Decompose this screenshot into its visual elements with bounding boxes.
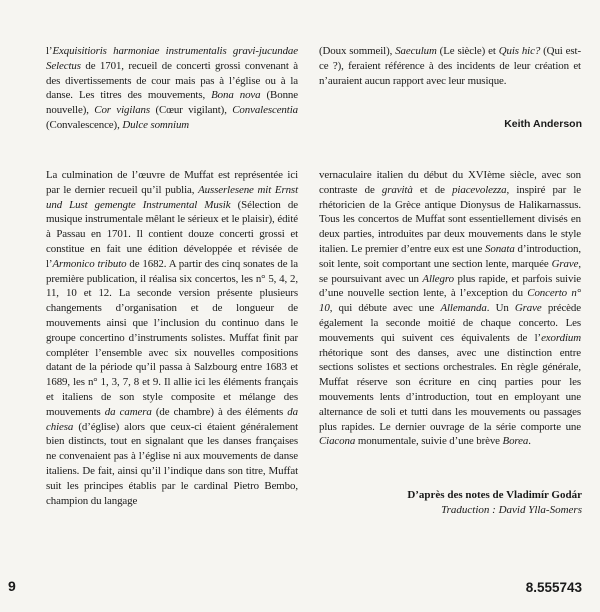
- bottom-left-paragraph-run-1: Ausserlesene mit Ernst und Lust gemengte Instrumental Musik: [46, 183, 298, 211]
- bottom-right-paragraph-run-20: monumentale, suivie d’une brève: [355, 435, 503, 448]
- top-right-column: [319, 44, 581, 88]
- credits: [407, 488, 582, 518]
- main-paragraph-part1: [46, 168, 298, 508]
- top-left-column: [46, 44, 298, 133]
- bottom-left-paragraph-run-5: da camera: [104, 405, 152, 418]
- bottom-right-paragraph-run-7: Grave: [551, 257, 579, 270]
- bottom-right-paragraph-run-17: exordium: [541, 331, 581, 344]
- bottom-left-column: [46, 168, 298, 508]
- main-paragraph-part2: [319, 168, 581, 449]
- notes-author: D’après des notes de Vladimír Godár: [407, 489, 582, 501]
- top-left-paragraph-run-0: l’: [46, 45, 53, 57]
- bottom-right-paragraph-run-10: plus rapide, et parfois suivie d’une nouvelle section lente, à l’exception du: [319, 272, 581, 300]
- intro-paragraph-part2: [319, 44, 581, 88]
- bottom-left-paragraph-run-3: Armonico tributo: [52, 257, 127, 270]
- top-right-paragraph-run-1: Saeculum: [395, 45, 437, 57]
- top-left-paragraph-run-5: Cor vigilans: [94, 104, 151, 117]
- bottom-right-paragraph-run-1: gravità: [381, 183, 413, 196]
- top-left-paragraph-run-3: Bona nova: [211, 89, 261, 102]
- intro-paragraph-part1: [46, 44, 298, 133]
- bottom-right-paragraph-run-15: Grave: [514, 302, 542, 315]
- top-left-paragraph-run-6: (Cœur vigilant),: [150, 104, 233, 117]
- bottom-right-paragraph-run-16: précède également la seconde moitié de chaque concerto. Les mouvements qui suivent ces équivalents de l’: [319, 302, 581, 344]
- bottom-left-paragraph-run-2: (Sélection de musique instrumentale mêlant le sérieux et le plaisir), édité à Passau en 1701. Il contient douze concerti grossi et constitue en fait une édition développée et révisée de l’: [46, 198, 298, 270]
- bottom-right-paragraph-run-2: et de: [412, 183, 453, 196]
- bottom-left-paragraph-run-6: (de chambre) à des éléments: [151, 405, 288, 418]
- top-left-paragraph-run-4: (Bonne nouvelle),: [46, 89, 298, 117]
- bottom-right-paragraph-run-19: Ciacona: [319, 435, 356, 448]
- bottom-left-paragraph-run-8: (d’église) alors que ceux-ci étaient généralement bien distincts, tout en signalant que les danses françaises ne convenaient pas à l’église ni aux mouvements de danse italiens. De fait, ainsi qu’il l’indique dans son titre, Muffat suit les principes établis par le cardinal Pietro Bembo, champion du langage: [46, 420, 298, 507]
- top-left-paragraph-run-9: Dulce somnium: [122, 118, 190, 131]
- bottom-right-paragraph-run-13: Allemanda: [440, 302, 487, 315]
- page-number: 9: [8, 578, 16, 594]
- top-right-paragraph-run-4: (Qui est-ce ?), feraient référence à des incidents de leur création et n’auraient aucun rapport avec leur musique.: [319, 45, 581, 87]
- bottom-right-paragraph-run-3: piacevolezza: [452, 183, 507, 196]
- bottom-left-paragraph-run-0: La culmination de l’œuvre de Muffat est représentée ici par le dernier recueil qu’il publia,: [46, 169, 298, 196]
- top-right-paragraph-run-2: (Le siècle) et: [436, 45, 499, 57]
- top-right-paragraph-run-0: (Doux sommeil),: [319, 45, 396, 57]
- bottom-right-paragraph-run-18: rhétorique sont des danses, avec une distinction entre sections solistes et sections orchestrales. En règle générale, Muffat réserve son écriture en cinq parties pour les mouvements lents d’introduction, tout en employant une alternance de soli et tutti dans les mouvements ou passages plus rapides. Le dernier ouvrage de la série comporte une: [319, 346, 581, 433]
- bottom-right-paragraph-run-8: , se poursuivant avec un: [319, 257, 581, 285]
- bottom-right-paragraph-run-0: vernaculaire italien du début du XVIème siècle, avec son contraste de: [319, 169, 581, 196]
- bottom-right-paragraph-run-14: . Un: [486, 302, 515, 315]
- catalog-number: 8.555743: [525, 580, 582, 595]
- top-right-paragraph-run-3: Quis hic?: [498, 45, 541, 57]
- bottom-right-column: [319, 168, 581, 449]
- bottom-right-paragraph-run-5: Sonata: [485, 242, 515, 255]
- translation-credit: Traduction : David Ylla-Somers: [441, 504, 582, 516]
- top-left-paragraph-run-8: (Convalescence),: [46, 118, 123, 131]
- bottom-right-paragraph-run-11: Concerto n° 10: [319, 287, 581, 315]
- bottom-right-paragraph-run-21: Borea: [502, 435, 529, 448]
- bottom-right-paragraph-run-9: Allegro: [422, 272, 454, 285]
- top-left-paragraph-run-1: Exquisitioris harmoniae instrumentalis gravi-jucundae Selectus: [46, 45, 298, 72]
- bottom-left-paragraph-run-4: de 1682. A partir des cinq sonates de la première publication, il réalisa six concertos, les n° 5, 4, 2, 11, 10 et 12. La seconde version présente plusieurs changements d’organisation et de longueur de mouvements ainsi que l’inclusion du continuo dans le groupe concertino d’instruments solistes. Muffat finit par compléter l’ensemble avec six nouvelles compositions datant de la période qu’il passa à Salzbourg entre 1683 et 1689, les n° 1, 3, 7, 8 et 9. Il allie ici les éléments français et italiens de son style composite et mélange des mouvements: [46, 257, 298, 418]
- bottom-right-paragraph-run-22: .: [528, 435, 531, 448]
- bottom-left-paragraph-run-7: da chiesa: [46, 405, 298, 433]
- bottom-right-paragraph-run-12: , qui débute avec une: [329, 302, 441, 315]
- top-left-paragraph-run-7: Convalescentia: [232, 104, 298, 117]
- author-signature: Keith Anderson: [504, 118, 582, 130]
- bottom-right-paragraph-run-4: , inspiré par le rhétoricien de la Grèce antique Dionysus de Halikarnassus. Tous les concertos de Muffat sont essentiellement divisés en deux parties, introduites par deux mouvements dans le style italien. Le premier d’entre eux est une: [319, 183, 582, 255]
- bottom-right-paragraph-run-6: d’introduction, soit lente, soit comportant une section lente, marquée: [319, 242, 582, 270]
- top-left-paragraph-run-2: de 1701, recueil de concerti grossi convenant à des divertissements de cour mais pas à l’église ou à la danse. Les titres des mouvements,: [46, 59, 298, 102]
